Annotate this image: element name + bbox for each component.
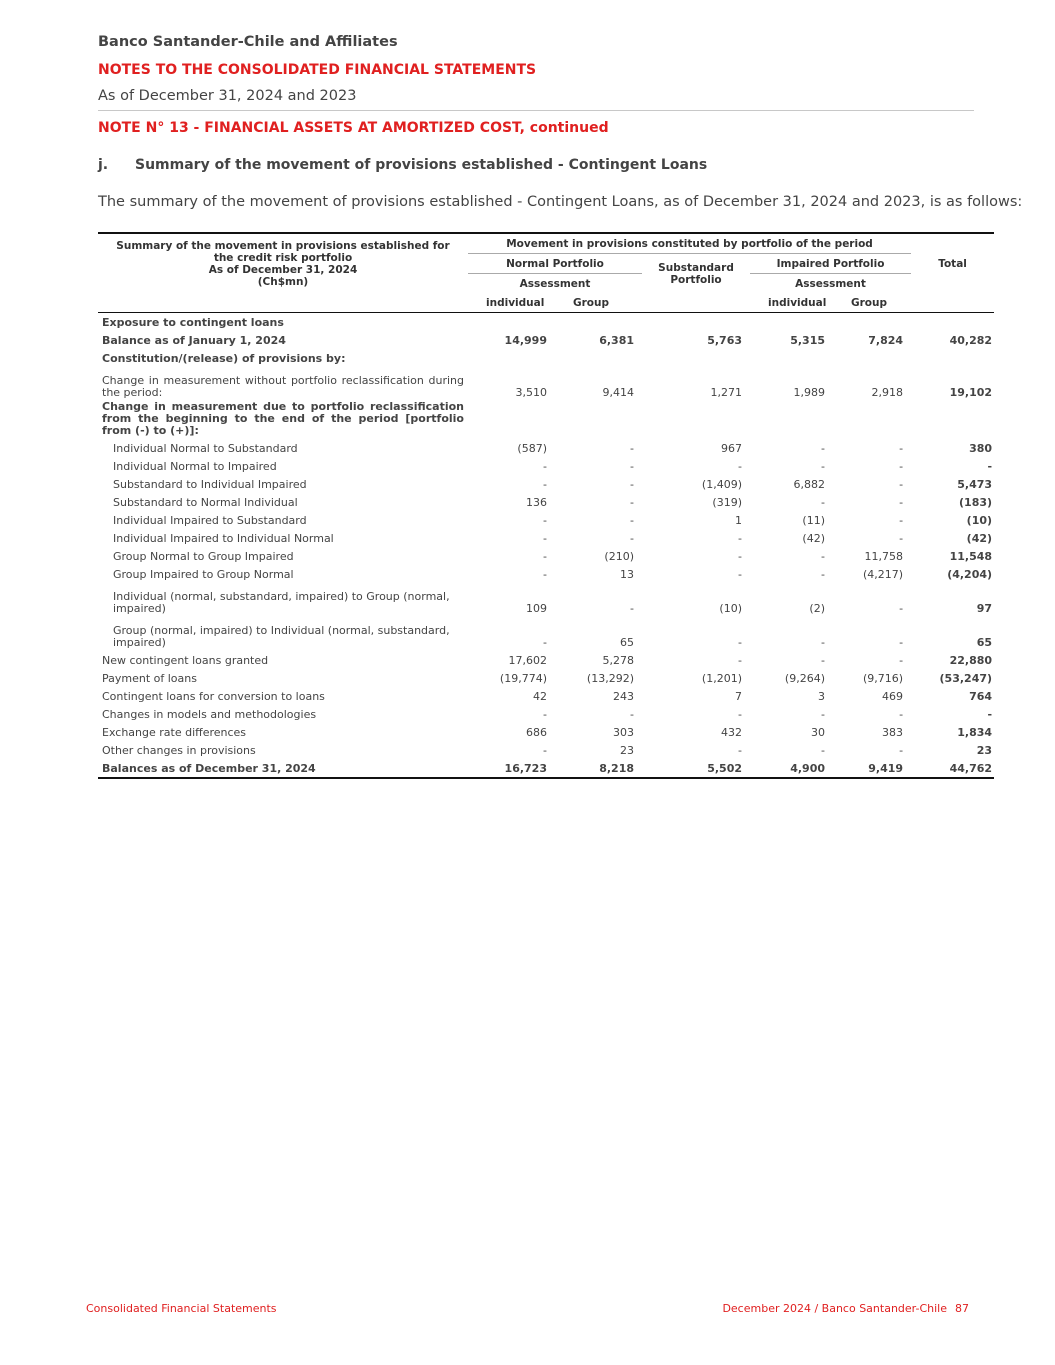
cell [468, 313, 555, 332]
cell: 3 [818, 689, 825, 703]
notes-title: NOTES TO THE CONSOLIDATED FINANCIAL STATEMENTS [98, 62, 537, 78]
cell: - [821, 549, 825, 563]
cell: (210) [604, 549, 634, 563]
total-cell [911, 313, 994, 332]
cell: - [899, 441, 904, 455]
cell: - [899, 459, 904, 473]
cell: 432 [721, 725, 742, 739]
row-label: Individual Normal to Impaired [113, 459, 277, 473]
total-cell: 40,282 [949, 333, 993, 347]
total-cell: (53,247) [939, 671, 993, 685]
section-letter: j. [98, 157, 109, 173]
table-row [98, 493, 994, 511]
cell [833, 349, 911, 367]
cell: - [543, 477, 547, 491]
cell: - [821, 495, 825, 509]
cell: 686 [526, 725, 547, 739]
row-label: Exposure to contingent loans [102, 315, 284, 329]
cell: 14,999 [504, 333, 547, 347]
impaired-individual-header: individual [750, 293, 833, 313]
cell [642, 401, 750, 439]
total-cell: 380 [969, 441, 993, 455]
cell: - [543, 531, 547, 545]
cell: - [543, 743, 547, 757]
normal-individual-header: individual [468, 293, 555, 313]
page-number: 87 [955, 1302, 969, 1315]
row-label: New contingent loans granted [102, 653, 269, 667]
total-cell [911, 349, 994, 367]
cell: 9,419 [833, 759, 911, 778]
total-cell: 65 [976, 636, 993, 649]
label-header-line3: As of December 31, 2024 [208, 263, 358, 276]
cell: 9,414 [602, 386, 634, 399]
section-title: Summary of the movement of provisions established - Contingent Loans [135, 157, 708, 173]
cell: 469 [882, 689, 904, 703]
table-row [98, 349, 994, 367]
cell: - [543, 707, 547, 721]
cell: 1,271 [710, 386, 742, 399]
total-cell: 11,548 [949, 549, 993, 563]
row-label: Individual (normal, substandard, impaired) to Group (normal, impaired) [113, 590, 450, 615]
total-cell: 5,473 [957, 477, 993, 491]
cell: (10) [719, 602, 742, 615]
cell: - [738, 707, 742, 721]
total-cell: 764 [969, 689, 993, 703]
table-row [98, 705, 994, 723]
table-row [98, 583, 994, 617]
cell: 1,989 [793, 386, 825, 399]
label-header-line2: the credit risk portfolio [213, 251, 353, 264]
footer-publication: December 2024 / Banco Santander-Chile [722, 1302, 947, 1315]
cell: - [630, 602, 634, 615]
table-row [98, 687, 994, 705]
cell: - [821, 459, 825, 473]
cell: 1 [735, 513, 742, 527]
intro-paragraph: The summary of the movement of provisions established - Contingent Loans, as of December 31, 2024 and 2023, is as follows: [98, 194, 1023, 210]
row-label: Group Impaired to Group Normal [113, 567, 294, 581]
movement-header: Movement in provisions constituted by portfolio of the period [468, 233, 911, 254]
cell: 6,882 [793, 477, 825, 491]
total-cell: 19,102 [949, 386, 993, 399]
cell: 5,278 [602, 653, 634, 667]
impaired-group-header: Group [833, 293, 911, 313]
cell: - [630, 707, 634, 721]
cell: - [899, 653, 904, 667]
cell: 30 [811, 725, 825, 739]
note-title: NOTE N° 13 - FINANCIAL ASSETS AT AMORTIZED COST, continued [98, 120, 609, 136]
cell: (13,292) [586, 671, 634, 685]
cell: 5,763 [707, 333, 742, 347]
provisions-table [98, 232, 994, 779]
row-label: Change in measurement without portfolio reclassification during the period: [102, 374, 464, 399]
cell: 4,900 [750, 759, 833, 778]
total-cell: 44,762 [911, 759, 994, 778]
cell: - [821, 567, 825, 581]
cell: 8,218 [555, 759, 642, 778]
cell: 136 [526, 495, 547, 509]
cell: - [738, 531, 742, 545]
row-label: Individual Impaired to Substandard [113, 513, 307, 527]
row-label: Changes in models and methodologies [102, 707, 317, 721]
cell: - [899, 707, 904, 721]
cell: - [899, 495, 904, 509]
table-row [98, 331, 994, 349]
footer-right [722, 1302, 969, 1315]
table-row [98, 565, 994, 583]
row-label: Individual Normal to Substandard [113, 441, 298, 455]
cell [642, 349, 750, 367]
cell: 7 [735, 689, 742, 703]
cell: - [738, 549, 742, 563]
cell: - [543, 459, 547, 473]
normal-group-header: Group [555, 293, 642, 313]
cell: 303 [613, 725, 634, 739]
cell: 967 [721, 441, 742, 455]
cell: (587) [517, 441, 547, 455]
total-cell: 22,880 [949, 653, 993, 667]
cell: - [821, 653, 825, 667]
cell: - [821, 441, 825, 455]
total-cell: 97 [976, 602, 993, 615]
header-divider [98, 110, 974, 111]
cell: 383 [882, 725, 904, 739]
total-cell: (10) [966, 513, 993, 527]
table-row [98, 741, 994, 759]
cell: 16,723 [468, 759, 555, 778]
report-date: As of December 31, 2024 and 2023 [98, 88, 357, 104]
table-row [98, 439, 994, 457]
total-cell: - [987, 459, 993, 473]
table-row [98, 723, 994, 741]
impaired-assessment-header: Assessment [795, 277, 866, 290]
total-cell [911, 401, 994, 439]
row-label: Change in measurement due to portfolio reclassification from the beginning to the end of the period [portfolio from (-) to (+)]: [102, 400, 464, 437]
cell: - [630, 441, 634, 455]
table-row [98, 367, 994, 401]
row-label: Group (normal, impaired) to Individual (normal, substandard, impaired) [113, 624, 450, 649]
cell: - [630, 495, 634, 509]
cell: (319) [712, 495, 742, 509]
cell: 17,602 [508, 653, 547, 667]
cell [750, 313, 833, 332]
cell: 5,502 [642, 759, 750, 778]
cell [750, 349, 833, 367]
company-name: Banco Santander-Chile and Affiliates [98, 34, 398, 50]
row-label: Substandard to Individual Impaired [113, 477, 307, 491]
cell: - [821, 743, 825, 757]
cell [468, 401, 555, 439]
row-label: Contingent loans for conversion to loans [102, 689, 325, 703]
cell: 7,824 [868, 333, 904, 347]
cell: - [899, 743, 904, 757]
cell: - [738, 653, 742, 667]
cell: 13 [620, 567, 634, 581]
cell [468, 349, 555, 367]
cell: 42 [533, 689, 547, 703]
table-row [98, 651, 994, 669]
row-label: Balances as of December 31, 2024 [98, 759, 468, 778]
cell: - [543, 549, 547, 563]
cell: 23 [620, 743, 634, 757]
total-cell: 1,834 [957, 725, 993, 739]
table-row [98, 617, 994, 651]
substandard-portfolio-header: Substandard Portfolio [658, 261, 734, 286]
impaired-portfolio-header: Impaired Portfolio [750, 254, 911, 274]
cell [642, 313, 750, 332]
cell: (1,409) [701, 477, 742, 491]
row-label: Other changes in provisions [102, 743, 256, 757]
cell: - [821, 707, 825, 721]
total-header: Total [911, 233, 994, 293]
cell: - [738, 567, 742, 581]
cell: - [630, 531, 634, 545]
cell: (9,264) [784, 671, 825, 685]
cell: - [630, 513, 634, 527]
cell: - [543, 636, 547, 649]
table-row [98, 669, 994, 687]
row-label: Substandard to Normal Individual [113, 495, 298, 509]
table-row [98, 401, 994, 439]
total-cell: - [987, 707, 993, 721]
table-row [98, 547, 994, 565]
cell: 11,758 [864, 549, 904, 563]
row-label: Exchange rate differences [102, 725, 247, 739]
table-row [98, 529, 994, 547]
cell: - [899, 602, 904, 615]
total-cell: (42) [966, 531, 993, 545]
cell: - [899, 636, 904, 649]
row-label: Constitution/(release) of provisions by: [102, 351, 346, 365]
cell: - [630, 459, 634, 473]
cell: - [738, 743, 742, 757]
cell: (4,217) [862, 567, 904, 581]
cell: - [543, 513, 547, 527]
table-row [98, 759, 994, 778]
total-cell: (183) [959, 495, 993, 509]
cell: - [899, 477, 904, 491]
cell: (42) [802, 531, 825, 545]
row-label: Balance as of January 1, 2024 [102, 333, 286, 347]
total-cell: 23 [976, 743, 993, 757]
cell: 6,381 [599, 333, 634, 347]
cell: - [899, 531, 904, 545]
cell: - [543, 567, 547, 581]
label-column-header [98, 233, 468, 293]
cell [555, 401, 642, 439]
cell: 5,315 [790, 333, 825, 347]
cell [750, 401, 833, 439]
normal-assessment-header: Assessment [519, 277, 591, 290]
row-label: Payment of loans [102, 671, 197, 685]
cell: (11) [802, 513, 825, 527]
cell: - [738, 636, 742, 649]
label-header-line4: (Ch$mn) [257, 275, 309, 288]
cell [833, 401, 911, 439]
cell [833, 313, 911, 332]
cell: 3,510 [515, 386, 547, 399]
table-row [98, 457, 994, 475]
label-header-line1: Summary of the movement in provisions established for [116, 239, 450, 252]
total-cell: (4,204) [947, 567, 993, 581]
cell: - [630, 477, 634, 491]
cell: - [899, 513, 904, 527]
cell: 65 [620, 636, 634, 649]
table-row [98, 475, 994, 493]
table-row [98, 313, 994, 332]
cell: - [738, 459, 742, 473]
cell: (19,774) [499, 671, 547, 685]
row-label: Individual Impaired to Individual Normal [113, 531, 334, 545]
cell: 2,918 [871, 386, 904, 399]
cell: (1,201) [701, 671, 742, 685]
cell: (9,716) [862, 671, 904, 685]
table-row [98, 511, 994, 529]
cell: 243 [613, 689, 634, 703]
cell [555, 313, 642, 332]
cell [555, 349, 642, 367]
normal-portfolio-header: Normal Portfolio [468, 254, 642, 274]
footer-left: Consolidated Financial Statements [86, 1302, 277, 1315]
cell: 109 [526, 602, 547, 615]
cell: - [821, 636, 825, 649]
row-label: Group Normal to Group Impaired [113, 549, 294, 563]
cell: (2) [809, 602, 825, 615]
